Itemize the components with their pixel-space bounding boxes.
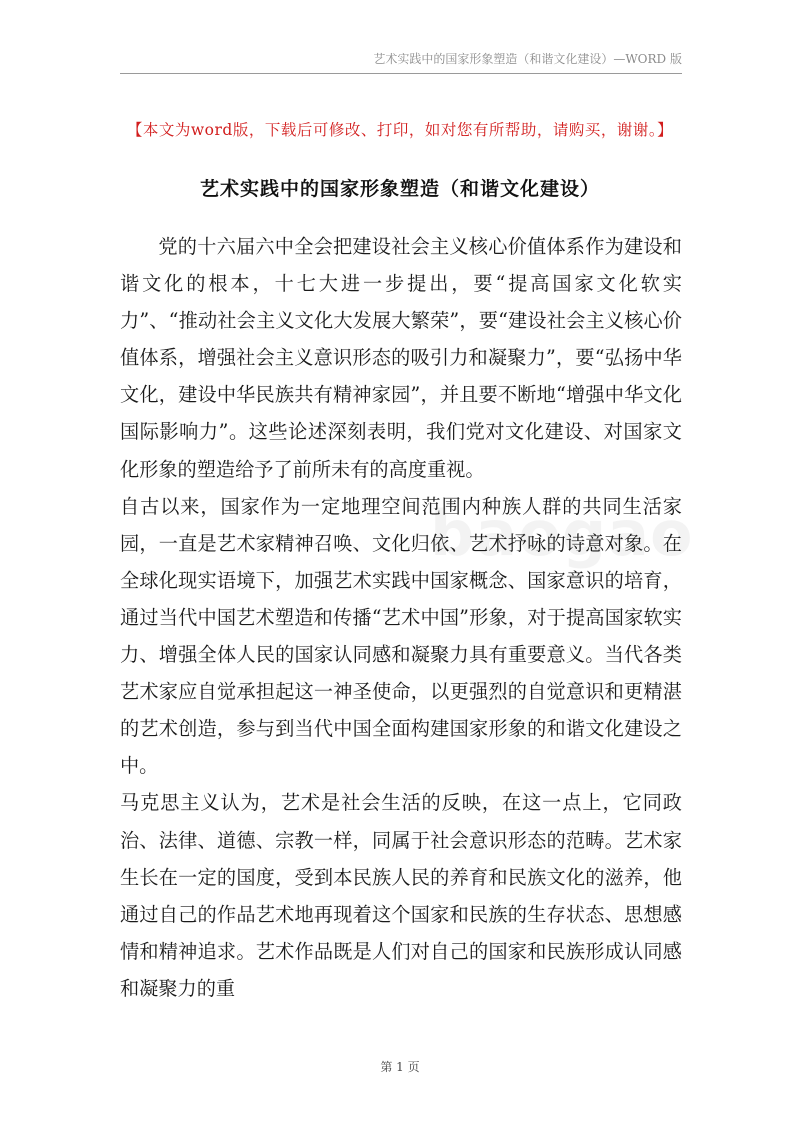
paragraph-2: 自古以来，国家作为一定地理空间范围内种族人群的共同生活家园，一直是艺术家精神召唤、文化归依、艺术抒咏的诗意对象。在全球化现实语境下，加强艺术实践中国家概念、国家意识的培育，通过当代中国艺术塑造和传播“艺术中国”形象，对于提高国家软实力、增强全体人民的国家认同感和凝聚力具有重要意义。当代各类艺术家应自觉承担起这一神圣使命，以更强烈的自觉意识和更精湛的艺术创造，参与到当代中国全面构建国家形象的和谐文化建设之中。 [120,494,682,778]
paragraph-1: 党的十六届六中全会把建设社会主义核心价值体系作为建设和谐文化的根本，十七大进一步提出，要“提高国家文化软实力”、“推动社会主义文化大发展大繁荣”，要“建设社会主义核心价值体系，增强社会主义意识形态的吸引力和凝聚力”，要“弘扬中华文化，建设中华民族共有精神家园”，并且要不断地“增强中华文化国际影响力”。这些论述深刻表明，我们党对文化建设、对国家文化形象的塑造给予了前所未有的高度重视。 [120,235,682,481]
download-notice: 【本文为word版，下载后可修改、打印，如对您有所帮助，请购买，谢谢。】 [126,121,674,139]
page-header: 艺术实践中的国家形象塑造（和谐文化建设）—WORD 版 [120,50,682,74]
paragraph-3: 马克思主义认为，艺术是社会生活的反映，在这一点上，它同政治、法律、道德、宗教一样，同属于社会意识形态的范畴。艺术家生长在一定的国度，受到本民族人民的养育和民族文化的滋养，他通过自己的作品艺术地再现着这个国家和民族的生存状态、思想感情和精神追求。艺术作品既是人们对自己的国家和民族形成认同感和凝聚力的重 [120,791,682,1000]
page-number: 第 1 页 [380,1060,420,1074]
document-body [120,228,682,1007]
document-title: 艺术实践中的国家形象塑造（和谐文化建设） [199,178,600,200]
